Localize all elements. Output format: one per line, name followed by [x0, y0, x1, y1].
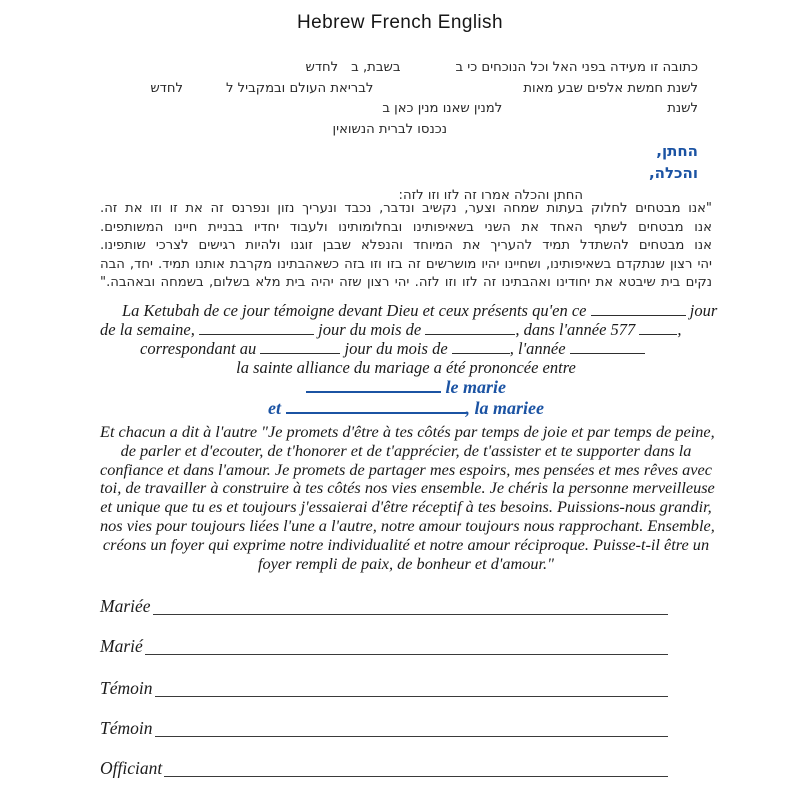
french-date-line1-text-b: jour — [689, 301, 718, 320]
hebrew-vow-line: יהי רצון שנתקדם בשאיפותינו, ושחיינו יהיו מושרשים זה בזו וזו בזה כשאהבתינו מקרבת אותנו תמיד. יחד, הבה — [100, 256, 712, 272]
french-vow-line: confiance et dans l'amour. Je promets de partager mes espoirs, mes pensées et mes rêves avec — [100, 459, 712, 479]
fill-blank-year — [373, 91, 523, 92]
signature-row-witness-1 — [100, 679, 668, 697]
french-alliance-text: la sainte alliance du mariage a été prononcée entre — [236, 358, 576, 377]
hebrew-date-line1-text-a: כתובה זו מעידה בפני האל וכל הנוכחים כי ב — [455, 60, 698, 75]
french-vow-line: Et chacun a dit à l'autre "Je promets d'être à tes côtés par temps de joie et par temps de peine, — [100, 422, 715, 441]
fill-blank-daynum — [338, 70, 351, 71]
french-section — [100, 301, 718, 573]
signature-label-bride: Mariée — [100, 596, 151, 616]
french-vow-line: nos vies pour toujours liées l'une a l'autre, notre amour toujours nous rapprochant. Ensemble, — [100, 515, 715, 535]
signature-label-witness-1: Témoin — [100, 678, 153, 698]
bride-prefix-text: et — [268, 398, 281, 418]
fill-blank-daynum-2 — [183, 91, 226, 92]
hebrew-date-line2-text-a: לשנת חמשת אלפים שבע מאות — [523, 80, 698, 96]
fill-blank-civil-day — [260, 340, 340, 354]
french-date-line-2 — [100, 320, 712, 339]
french-date-line2-text-b: jour du mois de — [318, 320, 422, 339]
fill-blank-hebrew-year-digit — [639, 321, 677, 335]
hebrew-date-line-2 — [100, 79, 698, 100]
fill-blank-day — [400, 70, 455, 71]
fill-blank-civil-year — [502, 111, 667, 112]
hebrew-covenant-text: נכנסו לברית הנשואין — [332, 121, 447, 137]
bride-suffix-text: , la mariee — [465, 398, 544, 418]
fill-blank-groom-name — [306, 377, 441, 393]
hebrew-vow-line: נקים בית שיבטא את יחודינו ואהבתינו זה לזו וזו לזה. יהי רצון שזה יהיה בית מלא בשלום, בשמחה ובאהבה." — [100, 275, 712, 290]
hebrew-vow-line: "אנו מבטחים לחלוק בעתות שמחה וצער, נקשיב ונדבר, נכבד ונעריך נזון ונפרנס זה את זו וזו את זה. — [100, 201, 712, 216]
hebrew-vows-paragraph — [100, 200, 712, 293]
french-date-line2-text-d: , — [677, 320, 682, 339]
signature-line-officiant — [164, 775, 668, 777]
fill-blank-day-of-week — [591, 302, 686, 316]
hebrew-vow-line: אנו מבטחים לשתף האחד את השני בשאיפותינו ובחלומותינו ולעבוד יחדיו בבניית חיינו המשותפים. — [100, 219, 712, 235]
french-alliance-line — [100, 358, 712, 377]
french-date-line-3 — [100, 339, 712, 358]
french-date-line3-text-c: , l'année — [509, 339, 566, 358]
fill-blank-bride-name — [286, 398, 466, 414]
hebrew-date-line-1 — [100, 58, 698, 79]
signature-label-officiant: Officiant — [100, 758, 163, 778]
signature-row-witness-2 — [100, 719, 668, 737]
french-date-line3-text-a: correspondant au — [140, 339, 257, 358]
french-date-line2-text-a: de la semaine, — [100, 320, 195, 339]
signature-line-groom — [145, 653, 668, 655]
french-vow-line: de parler et d'ecouter, de t'honorer et de t'apprécier, de t'assister et te supporter dans la — [120, 440, 692, 460]
french-date-line3-text-b: jour du mois de — [344, 339, 448, 358]
hebrew-date-section — [100, 58, 698, 204]
signature-label-groom: Marié — [100, 636, 143, 656]
fill-blank-day-number — [199, 321, 314, 335]
hebrew-date-line1-text-c: לחדש — [305, 60, 339, 75]
french-date-line1-text-a: La Ketubah de ce jour témoigne devant Dieu et ceux présents qu'en ce — [122, 301, 587, 320]
hebrew-date-line3-text-b: למנין שאנו מנין כאן ב — [382, 101, 503, 116]
document-title: Hebrew French English — [297, 12, 503, 33]
signature-line-bride — [153, 613, 668, 615]
signature-row-officiant — [100, 759, 668, 777]
hebrew-vows-intro-text: החתן והכלה אמרו זה לזו וזו לזה: — [398, 188, 583, 203]
hebrew-date-line1-text-b: בשבת, ב — [351, 60, 401, 75]
groom-suffix-text: le marie — [445, 377, 506, 397]
hebrew-date-line2-text-c: לחדש — [150, 80, 183, 96]
signature-label-witness-2: Témoin — [100, 718, 153, 738]
fill-blank-civil-year — [570, 340, 645, 354]
groom-name-line — [100, 377, 712, 398]
hebrew-groom-label — [100, 140, 698, 162]
hebrew-groom-label-text: החתן, — [656, 142, 698, 160]
french-vow-line: créons un foyer qui exprime notre individualité et notre amour réciproque. Puisse-t-il être un — [102, 534, 710, 554]
hebrew-bride-label-text: והכלה, — [648, 164, 698, 182]
fill-blank-civil-month — [452, 340, 510, 354]
signature-row-bride — [100, 597, 668, 615]
french-vow-line: foyer rempli de paix, de bonheur et d'amour." — [258, 553, 554, 573]
french-vow-line: toi, de travailler à construire à tes côtés nos vies ensemble. Je chéris la personne merveilleuse — [100, 478, 715, 498]
hebrew-date-line2-text-b: לבריאת העולם ובמקביל ל — [225, 80, 374, 96]
fill-blank-month — [425, 321, 515, 335]
hebrew-date-line3-text-a: לשנת — [667, 101, 698, 116]
hebrew-vow-line: אנו מבטחים להשתדל תמיד להעריך את המיוחד והנפלא שבבן זוגנו ולהיות רגישים לצרכי שותפינו. — [100, 238, 712, 253]
hebrew-date-line-3 — [100, 99, 698, 120]
hebrew-bride-label — [100, 162, 698, 184]
signature-line-witness-2 — [155, 735, 669, 737]
bride-name-line — [100, 398, 712, 419]
signature-line-witness-1 — [155, 695, 669, 697]
french-vow-line: et unique que tu es et toujours j'essaierai d'être réceptif à tes besoins. Puissions-nous grandir, — [100, 497, 712, 517]
signature-row-groom — [100, 637, 668, 655]
french-vows-paragraph — [100, 422, 715, 573]
french-date-line2-text-c: , dans l'année 577 — [515, 320, 636, 339]
french-date-line-1 — [100, 301, 718, 320]
hebrew-date-line-4 — [100, 120, 698, 141]
